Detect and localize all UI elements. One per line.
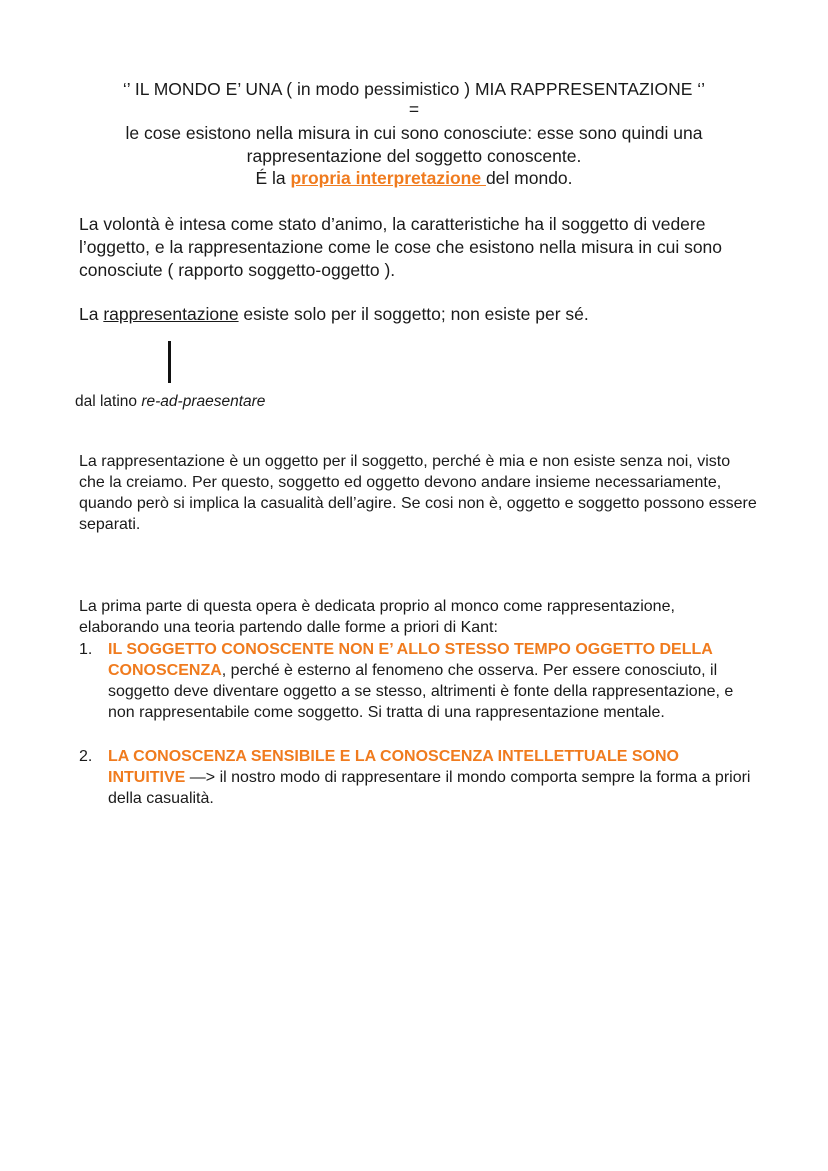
paragraph-rappresentazione <box>79 303 759 326</box>
etymology-word: re-ad-praesentare <box>141 393 266 410</box>
paragraph-volonta: La volontà è intesa come stato d’animo, la caratteristiche ha il soggetto di vedere l’oggetto, e la rappresentazione come le cose che esistono nella misura in cui sono conosciute ( rapporto soggetto-oggetto ). <box>79 214 723 280</box>
highlight-propria-interpretazione: propria interpretazione <box>290 168 486 188</box>
numbered-list-item-1 <box>79 639 759 723</box>
numbered-list-item-2 <box>79 746 759 809</box>
list-number: 1. <box>79 641 93 658</box>
explanation-line-1: le cose esistono nella misura in cui sono conosciute: esse sono quindi una <box>125 123 703 143</box>
list-item <box>79 639 759 723</box>
list-item-text: , perché è esterno al fenomeno che osserva. Per essere conosciuto, il soggetto deve diventare oggetto a se stesso, altrimenti è fonte della rappresentazione, e non rappresentabile come soggetto. Si tratta di una rappresentazione mentale. <box>108 662 734 721</box>
explanation-line-3-prefix: É la <box>255 168 291 188</box>
etymology-note <box>75 392 265 412</box>
title-explanation <box>60 122 768 190</box>
paragraph-prima-parte: La prima parte di questa opera è dedicata proprio al monco come rappresentazione, elaborando una teoria partendo dalle forme a priori di Kant: <box>79 598 675 636</box>
explanation-line-3 <box>60 167 768 190</box>
paragraph-rappresentazione-suffix: esiste solo per il soggetto; non esiste per sé. <box>238 304 589 324</box>
paragraph-oggetto: La rappresentazione è un oggetto per il soggetto, perché è mia e non esiste senza noi, visto che la creiamo. Per questo, soggetto ed oggetto devono andare insieme necessariamente, quando però si implica la casualità dell’agire. Se cosi non è, oggetto e soggetto possono essere separati. <box>79 453 757 533</box>
vertical-line-connector <box>168 341 171 383</box>
equals-sign: = <box>408 99 420 119</box>
list-item-highlight: LA CONOSCENZA SENSIBILE E LA CONOSCENZA INTELLETTUALE SONO INTUITIVE <box>108 748 679 786</box>
list-number: 2. <box>79 748 93 765</box>
explanation-line-3-suffix: del mondo. <box>485 168 573 188</box>
list-item-highlight: IL SOGGETTO CONOSCENTE NON E’ ALLO STESSO TEMPO OGGETTO DELLA CONOSCENZA <box>108 641 713 679</box>
paragraph-rappresentazione-prefix: La <box>79 304 104 324</box>
page-title: ‘’ IL MONDO E’ UNA ( in modo pessimistico ) MIA RAPPRESENTAZIONE ‘’ <box>122 79 706 99</box>
underlined-rappresentazione: rappresentazione <box>103 304 239 324</box>
list-item <box>79 746 759 809</box>
explanation-line-2: rappresentazione del soggetto conoscente. <box>246 145 582 166</box>
etymology-prefix: dal latino <box>75 393 142 410</box>
list-item-text: —> il nostro modo di rappresentare il mondo comporta sempre la forma a priori della casualità. <box>108 769 751 807</box>
